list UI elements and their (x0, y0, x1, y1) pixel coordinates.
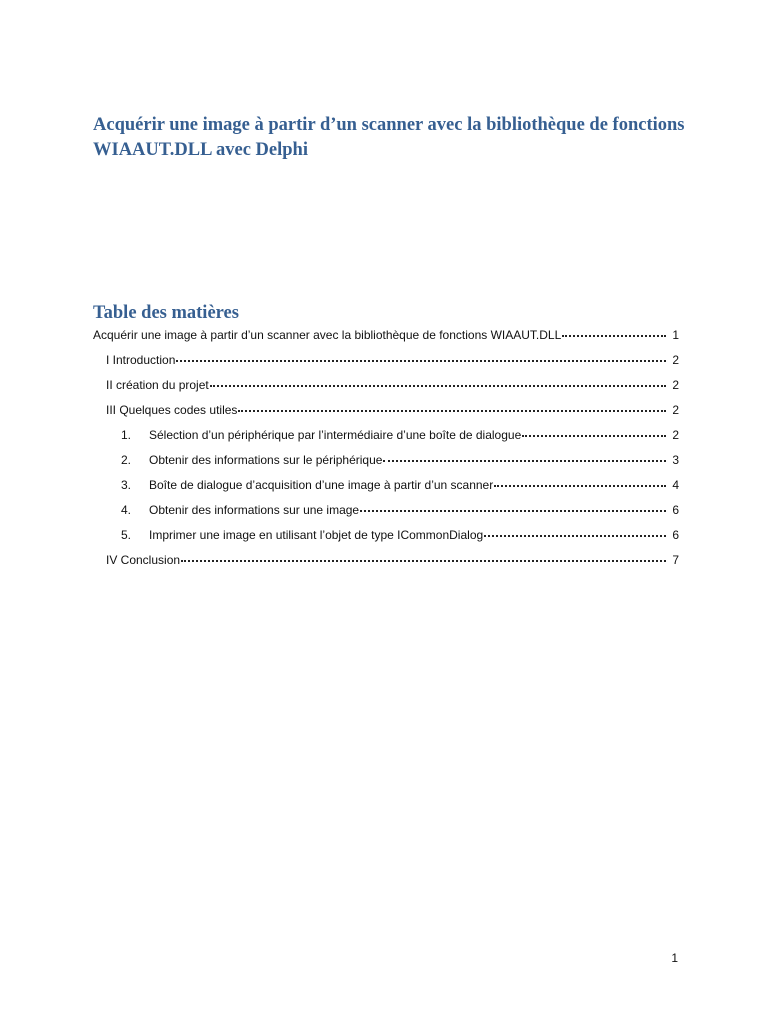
toc-entry-text: Sélection d’un périphérique par l’intermédiaire d’une boîte de dialogue (149, 428, 522, 442)
toc-leader-dots (484, 523, 666, 537)
table-of-contents (0, 323, 768, 573)
toc-entry-page: 1 (672, 328, 679, 342)
toc-entry-page: 6 (672, 528, 679, 542)
toc-entry-page: 7 (672, 553, 679, 567)
toc-entry[interactable] (0, 373, 768, 398)
toc-entry-page: 3 (672, 453, 679, 467)
toc-entry-number: 4. (121, 503, 132, 517)
toc-entry[interactable] (0, 423, 768, 448)
toc-entry-text: Acquérir une image à partir d’un scanner avec la bibliothèque de fonctions WIAAUT.DLL (93, 328, 562, 342)
toc-entry-number: 2. (121, 453, 132, 467)
toc-entry-number: 5. (121, 528, 132, 542)
toc-entry-text: Obtenir des informations sur une image (149, 503, 360, 517)
toc-entry-page: 6 (672, 503, 679, 517)
toc-entry[interactable] (0, 398, 768, 423)
toc-entry-page: 2 (672, 403, 679, 417)
toc-entry-page: 2 (672, 428, 679, 442)
toc-entry-text: Obtenir des informations sur le périphérique (149, 453, 383, 467)
toc-entry[interactable] (0, 348, 768, 373)
toc-entry[interactable] (0, 323, 768, 348)
toc-entry-text: Imprimer une image en utilisant l’objet de type ICommonDialog (149, 528, 484, 542)
toc-leader-dots (562, 323, 666, 337)
toc-entry-text: I Introduction (106, 353, 176, 367)
toc-entry[interactable] (0, 448, 768, 473)
toc-leader-dots (210, 373, 666, 387)
toc-entry-page: 2 (672, 378, 679, 392)
toc-leader-dots (494, 473, 666, 487)
toc-leader-dots (176, 348, 666, 362)
toc-entry[interactable] (0, 548, 768, 573)
toc-leader-dots (181, 548, 666, 562)
toc-heading: Table des matières (93, 303, 239, 323)
toc-entry-page: 4 (672, 478, 679, 492)
toc-leader-dots (360, 498, 666, 512)
toc-entry-text: Boîte de dialogue d’acquisition d’une image à partir d’un scanner (149, 478, 494, 492)
toc-entry-number: 3. (121, 478, 132, 492)
document-title: Acquérir une image à partir d’un scanner avec la bibliothèque de fonctions WIAAUT.DLL avec Delphi (93, 115, 685, 160)
toc-entry[interactable] (0, 523, 768, 548)
toc-entry-text: II création du projet (106, 378, 209, 392)
toc-entry[interactable] (0, 473, 768, 498)
page-number: 1 (671, 951, 678, 965)
toc-leader-dots (522, 423, 666, 437)
toc-entry[interactable] (0, 498, 768, 523)
toc-leader-dots (383, 448, 666, 462)
toc-entry-number: 1. (121, 428, 132, 442)
toc-entry-page: 2 (672, 353, 679, 367)
toc-leader-dots (238, 398, 666, 412)
toc-entry-text: III Quelques codes utiles (106, 403, 238, 417)
toc-entry-text: IV Conclusion (106, 553, 181, 567)
